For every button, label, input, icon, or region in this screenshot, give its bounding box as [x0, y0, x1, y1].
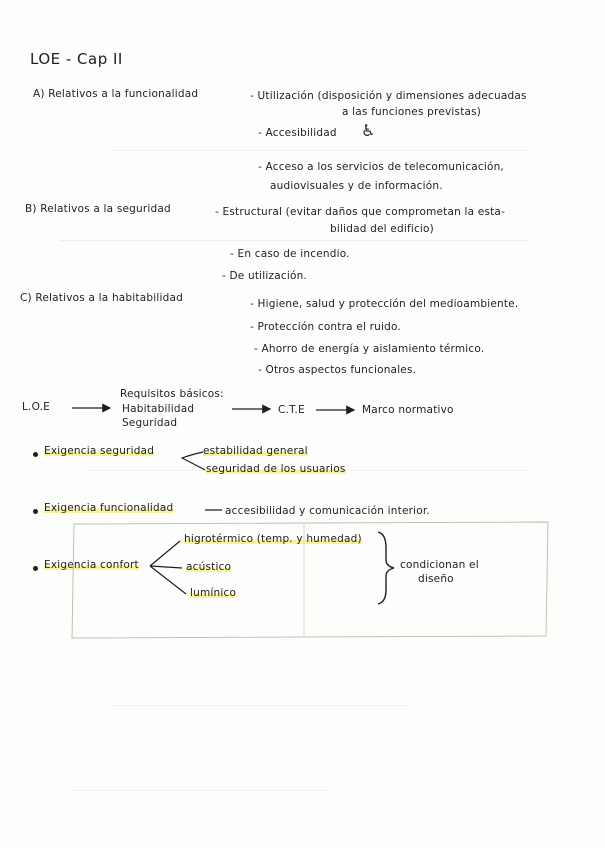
bleed-line [110, 150, 530, 151]
exigencia-confort-note-1: condicionan el [400, 559, 479, 571]
a-acceso-line2: audiovisuales y de información. [270, 180, 443, 192]
c-higiene: - Higiene, salud y protección del medioambiente. [250, 298, 519, 310]
bleed-line [110, 705, 410, 706]
exigencia-confort-branch-1: higrotérmico (temp. y humedad) [184, 533, 362, 545]
b-estructural-line1: - Estructural (evitar daños que comprometan la esta- [215, 206, 506, 218]
flow-loe: L.O.E [22, 401, 50, 413]
a-acceso-line1: - Acceso a los servicios de telecomunicación, [258, 161, 504, 173]
exigencia-funcionalidad-label: Exigencia funcionalidad [44, 502, 174, 514]
confort-fork-top [150, 541, 180, 566]
bleed-line [70, 790, 330, 791]
section-a-label: A) Relativos a la funcionalidad [33, 88, 199, 100]
exigencia-confort-note-2: diseño [418, 573, 454, 585]
exigencia-seguridad-branch-2: seguridad de los usuarios [206, 463, 346, 475]
b-estructural-line2: bilidad del edificio) [330, 223, 434, 235]
exigencia-funcionalidad-detail: accesibilidad y comunicación interior. [225, 505, 430, 517]
b-incendio: - En caso de incendio. [230, 248, 350, 260]
exigencia-confort-branch-3: lumínico [190, 587, 237, 599]
bleed-line [60, 240, 530, 241]
flow-requisitos-seguridad: Seguridad [122, 417, 178, 429]
section-c-label: C) Relativos a la habitabilidad [20, 292, 183, 304]
confort-brace [378, 532, 394, 604]
flow-cte: C.T.E [278, 404, 305, 416]
flow-requisitos-habitabilidad: Habitabilidad [122, 403, 195, 415]
c-otros: - Otros aspectos funcionales. [258, 364, 417, 376]
wheelchair-icon: ♿ [361, 121, 376, 140]
section-b-label: B) Relativos a la seguridad [25, 203, 171, 215]
exigencia-seguridad-label: Exigencia seguridad [44, 445, 155, 457]
exigencia-confort-branch-2: acústico [186, 561, 232, 573]
b-utilizacion: - De utilización. [222, 270, 307, 282]
flow-requisitos-title: Requisitos básicos: [120, 388, 224, 400]
bullet [33, 452, 38, 457]
page-title: LOE - Cap II [30, 50, 123, 68]
bullet [33, 566, 38, 571]
a-accesibilidad: - Accesibilidad [258, 127, 337, 139]
seguridad-fork [182, 452, 205, 470]
c-ahorro: - Ahorro de energía y aislamiento térmico. [254, 343, 485, 355]
c-ruido: - Protección contra el ruido. [250, 321, 401, 333]
a-utilizacion-line2: a las funciones previstas) [342, 106, 482, 118]
confort-fork-bottom [150, 566, 186, 594]
flow-marco: Marco normativo [362, 404, 454, 416]
exigencia-confort-label: Exigencia confort [44, 559, 139, 571]
bullet [33, 509, 38, 514]
a-utilizacion-line1: - Utilización (disposición y dimensiones adecuadas [250, 90, 527, 102]
exigencia-seguridad-branch-1: estabilidad general [203, 445, 308, 457]
confort-fork-mid [150, 566, 182, 568]
